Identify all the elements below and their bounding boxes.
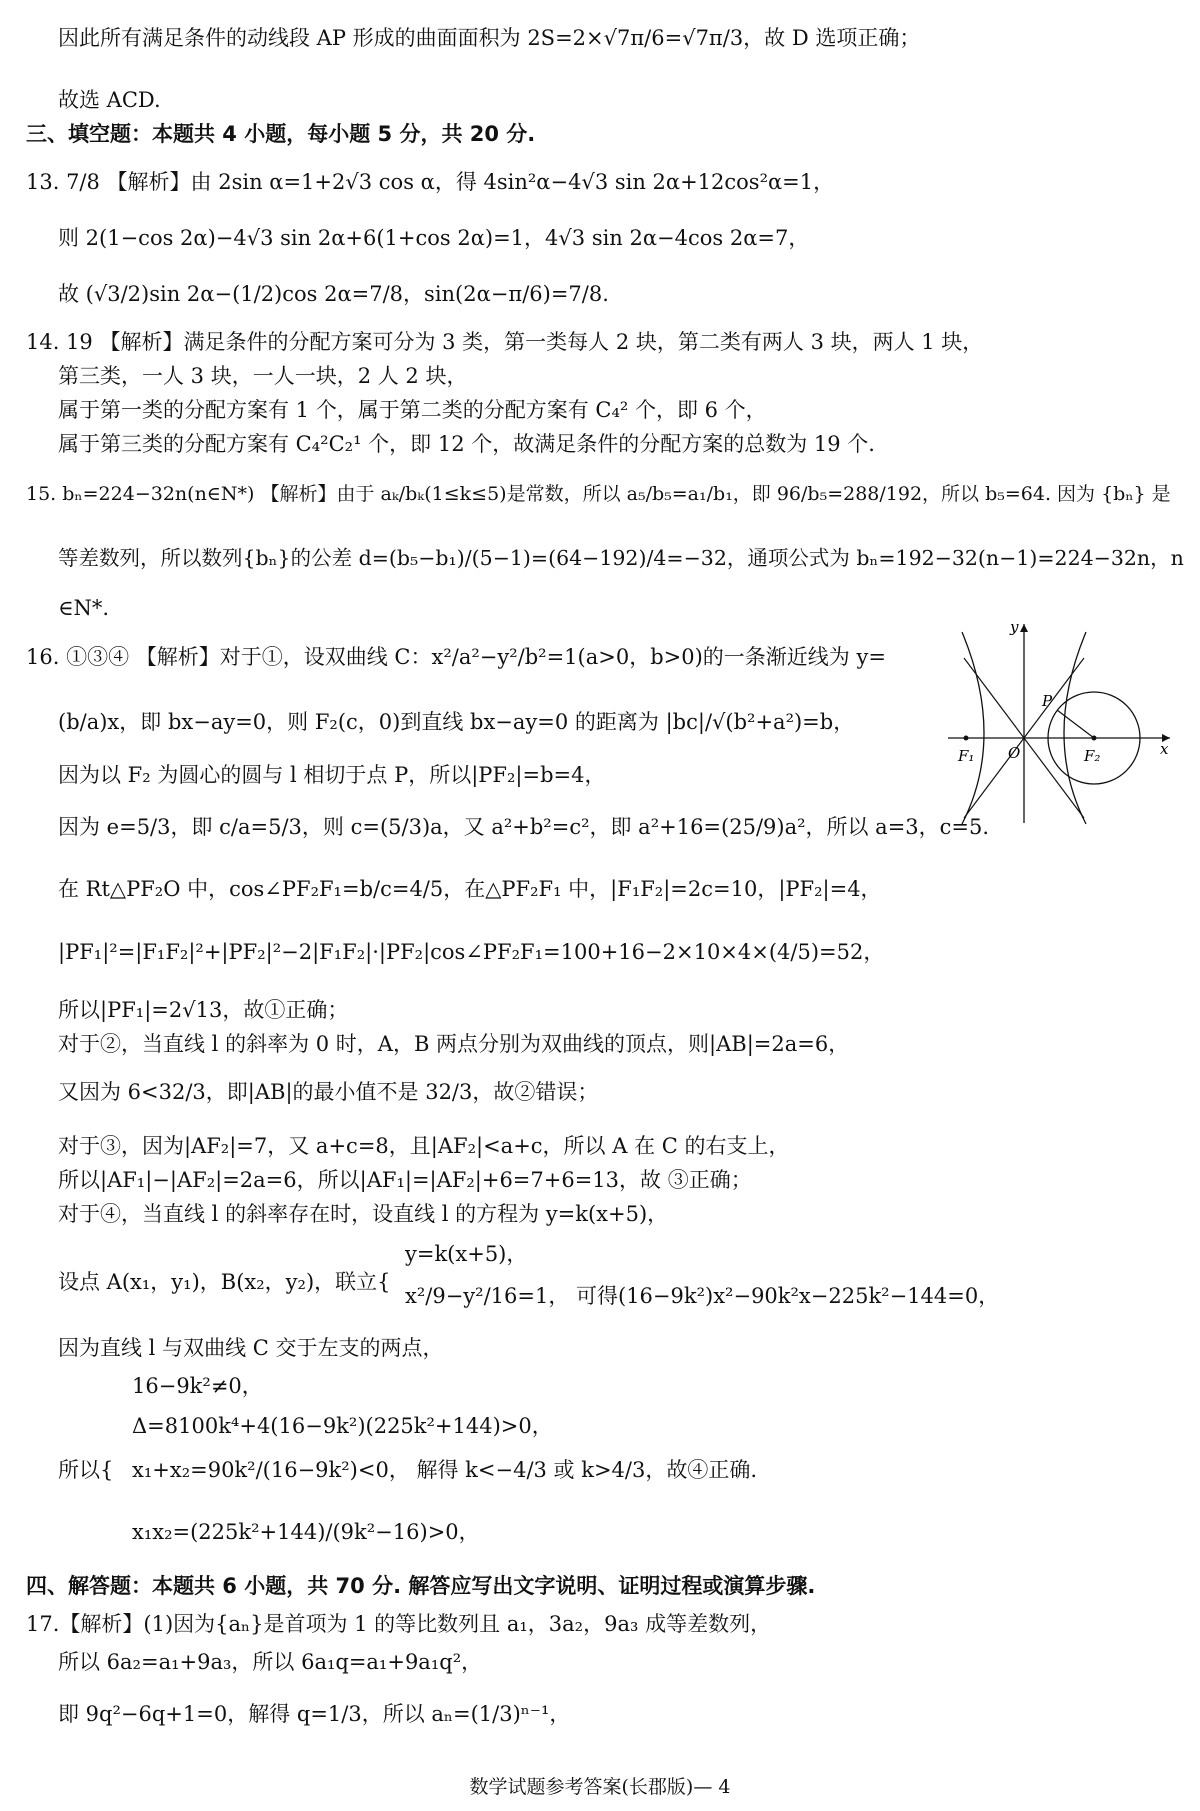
text-line-l31: Δ=8100k⁴+4(16−9k²)(225k²+144)>0， xyxy=(132,1414,553,1438)
text-line-l07: 14. 19 【解析】满足条件的分配方案可分为 3 类，第一类每人 2 块，第二类有两人 3 块，两人 1 块， xyxy=(26,330,984,354)
text-line-l23: 对于③，因为|AF₂|=7，又 a+c=8，且|AF₂|<a+c，所以 A 在 C 的右支上， xyxy=(58,1134,790,1158)
text-line-l11: 15. bₙ=224−32n(n∈N*) 【解析】由于 aₖ/bₖ(1≤k≤5)是常数，所以 a₅/b₅=a₁/b₁，即 96/b₅=288/192，所以 b₅=64. 因为 {bₙ} 是 xyxy=(26,483,1171,505)
text-line-l25: 对于④，当直线 l 的斜率存在时，设直线 l 的方程为 y=k(x+5)， xyxy=(58,1202,669,1226)
text-line-l32: 所以{ xyxy=(58,1458,114,1482)
text-line-l36: 17.【解析】(1)因为{aₙ}是首项为 1 的等比数列且 a₁，3a₂，9a₃ 成等差数列， xyxy=(26,1612,772,1636)
text-line-l13: ∈N*. xyxy=(58,596,110,620)
text-line-l06: 故 (√3/2)sin 2α−(1/2)cos 2α=7/8，sin(2α−π/6)=7/8. xyxy=(58,282,609,306)
label-f2: F₂ xyxy=(1084,747,1101,765)
text-line-l04: 13. 7/8 【解析】由 2sin α=1+2√3 cos α，得 4sin²α−4√3 sin 2α+12cos²α=1， xyxy=(26,170,835,194)
y-axis-arrow xyxy=(1020,624,1028,632)
text-line-l16: 因为以 F₂ 为圆心的圆与 l 相切于点 P，所以|PF₂|=b=4， xyxy=(58,763,606,787)
text-line-l35: 四、解答题：本题共 6 小题，共 70 分. 解答应写出文字说明、证明过程或演算步骤. xyxy=(26,1574,816,1598)
text-line-l09: 属于第一类的分配方案有 1 个，属于第二类的分配方案有 C₄² 个，即 6 个， xyxy=(58,398,767,422)
point-f1 xyxy=(964,736,969,741)
label-p: P xyxy=(1042,692,1053,710)
text-line-l28: x²/9−y²/16=1， 可得(16−9k²)x²−90k²x−225k²−144=0， xyxy=(405,1284,1000,1308)
text-line-l18: 在 Rt△PF₂O 中，cos∠PF₂F₁=b/c=4/5，在△PF₂F₁ 中，|F₁F₂|=2c=10，|PF₂|=4， xyxy=(58,877,882,901)
text-line-l38: 即 9q²−6q+1=0，解得 q=1/3，所以 aₙ=(1/3)ⁿ⁻¹， xyxy=(58,1702,571,1726)
text-line-l22: 又因为 6<32/3，即|AB|的最小值不是 32/3，故②错误； xyxy=(58,1080,599,1104)
text-line-l33: x₁+x₂=90k²/(16−9k²)<0， 解得 k<−4/3 或 k>4/3，故④正确. xyxy=(132,1458,758,1482)
segment-pf2 xyxy=(1057,710,1094,738)
text-line-l30: 16−9k²≠0， xyxy=(132,1374,263,1398)
text-line-l20: 所以|PF₁|=2√13，故①正确； xyxy=(58,998,349,1022)
text-line-l12: 等差数列，所以数列{bₙ}的公差 d=(b₅−b₁)/(5−1)=(64−192)/4=−32，通项公式为 bₙ=192−32(n−1)=224−32n，n xyxy=(58,546,1184,570)
text-line-l17: 因为 e=5/3，即 c/a=5/3，则 c=(5/3)a，又 a²+b²=c²，即 a²+16=(25/9)a²，所以 a=3，c=5. xyxy=(58,815,990,839)
point-f2 xyxy=(1092,736,1097,741)
text-line-l05: 则 2(1−cos 2α)−4√3 sin 2α+6(1+cos 2α)=1，4√3 sin 2α−4cos 2α=7， xyxy=(58,226,810,250)
text-line-l27: 设点 A(x₁，y₁)，B(x₂，y₂)，联立{ xyxy=(58,1270,391,1294)
text-line-l14: 16. ①③④ 【解析】对于①，设双曲线 C：x²/a²−y²/b²=1(a>0，b>0)的一条渐近线为 y= xyxy=(26,645,886,669)
text-line-l19: |PF₁|²=|F₁F₂|²+|PF₂|²−2|F₁F₂|·|PF₂|cos∠PF₂F₁=100+16−2×10×4×(4/5)=52， xyxy=(58,940,885,964)
label-f1: F₁ xyxy=(958,747,975,765)
hyperbola-figure xyxy=(944,618,1174,828)
text-line-l26: y=k(x+5)， xyxy=(405,1242,528,1266)
label-y: y xyxy=(1010,618,1019,636)
text-line-l34: x₁x₂=(225k²+144)/(9k²−16)>0， xyxy=(132,1520,480,1544)
text-line-l02: 故选 ACD. xyxy=(58,88,161,112)
text-line-l10: 属于第三类的分配方案有 C₄²C₂¹ 个，即 12 个，故满足条件的分配方案的总数为 19 个. xyxy=(58,432,875,456)
text-line-l08: 第三类，一人 3 块，一人一块，2 人 2 块， xyxy=(58,364,468,388)
label-origin: O xyxy=(1008,744,1021,762)
text-line-l15: (b/a)x，即 bx−ay=0，则 F₂(c，0)到直线 bx−ay=0 的距离为 |bc|/√(b²+a²)=b， xyxy=(58,710,855,734)
text-line-l03: 三、填空题：本题共 4 小题，每小题 5 分，共 20 分. xyxy=(26,122,536,146)
text-line-l37: 所以 6a₂=a₁+9a₃，所以 6a₁q=a₁+9a₁q²， xyxy=(58,1650,483,1674)
label-x: x xyxy=(1160,740,1169,758)
text-line-l24: 所以|AF₁|−|AF₂|=2a=6，所以|AF₁|=|AF₂|+6=7+6=13，故 ③正确； xyxy=(58,1168,752,1192)
page-footer: 数学试题参考答案(长郡版)— 4 xyxy=(469,1776,731,1798)
text-line-l01: 因此所有满足条件的动线段 AP 形成的曲面面积为 2S=2×√7π/6=√7π/3，故 D 选项正确； xyxy=(58,26,921,50)
text-line-l29: 因为直线 l 与双曲线 C 交于左支的两点， xyxy=(58,1336,444,1360)
text-line-l21: 对于②，当直线 l 的斜率为 0 时，A，B 两点分别为双曲线的顶点，则|AB|=2a=6， xyxy=(58,1032,850,1056)
